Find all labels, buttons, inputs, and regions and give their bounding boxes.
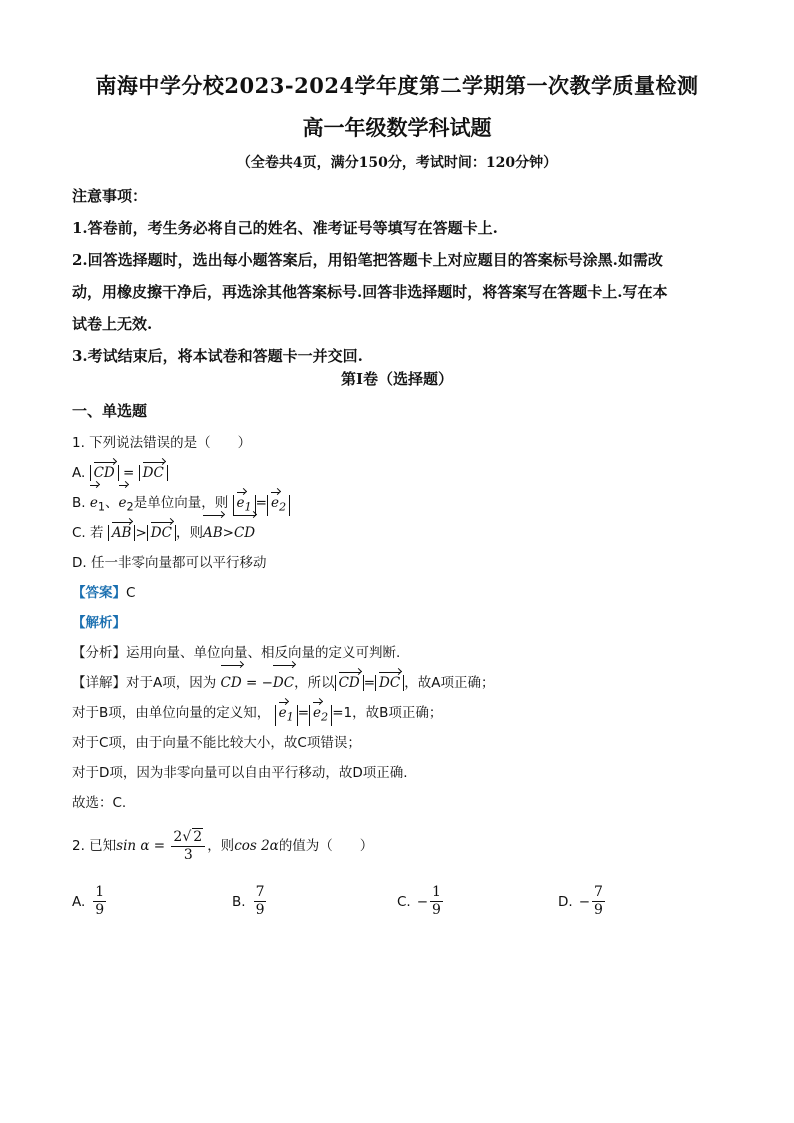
- q2-option-a: [72, 884, 108, 919]
- text: ，则: [207, 838, 235, 854]
- fraction-numerator: 1: [95, 884, 105, 900]
- option-label: A.: [72, 465, 86, 481]
- text: 是单位向量，则: [133, 495, 229, 511]
- note-line: 动，用橡皮擦干净后，再选涂其他答案标号.回答非选择题时，将答案写在答题卡上.写在本: [72, 283, 668, 301]
- sin-expr: sin α =: [116, 838, 166, 854]
- option-label: D.: [558, 893, 573, 910]
- fenxi-line: [72, 638, 722, 668]
- vector-ab: AB: [111, 525, 132, 541]
- vector-e1: e: [90, 488, 98, 518]
- vector-e2: e: [270, 495, 279, 511]
- vector-e1: e: [236, 495, 245, 511]
- subscript: 1: [286, 710, 294, 724]
- vector-cd: CD: [221, 668, 242, 698]
- fraction-denominator: 9: [95, 902, 105, 918]
- xiangjie-line: [72, 668, 722, 698]
- fraction-numerator: 2√ 2: [171, 828, 205, 847]
- fraction-denominator: 9: [255, 902, 265, 918]
- answer-value: C: [126, 585, 136, 601]
- minus-sign: −: [261, 675, 273, 691]
- text: ，故A项正确；: [404, 675, 495, 691]
- q2-option-b: [232, 884, 268, 919]
- coef: 2: [173, 829, 183, 845]
- fraction-denominator: 9: [594, 902, 603, 918]
- gt-sign: >: [222, 525, 234, 541]
- fraction-denominator: 3: [183, 847, 193, 863]
- exam-title: 南海中学分校2023-2024学年度第二学期第一次教学质量检测: [95, 73, 699, 98]
- gt-sign: >: [135, 525, 147, 541]
- sign: −: [416, 893, 429, 910]
- text: 对于B项，由单位向量的定义知，: [72, 705, 271, 721]
- notes-heading: 注意事项：: [72, 187, 148, 205]
- q2-stem: [72, 824, 722, 868]
- section-title: 第Ⅰ卷（选择题）: [340, 370, 454, 388]
- fenxi-text: 运用向量、单位向量、相反向量的定义可判断.: [126, 645, 401, 661]
- abs-vector: [375, 675, 404, 691]
- sign: −: [578, 893, 590, 910]
- subscript: 2: [321, 710, 329, 724]
- vector-e2: e: [119, 488, 127, 518]
- equals-sign: =: [297, 705, 310, 721]
- vector-e2: e: [313, 705, 322, 721]
- equals-sign: =: [332, 705, 344, 721]
- fraction: [171, 828, 205, 864]
- vector-ab: AB: [203, 518, 223, 548]
- vector-dc: DC: [273, 668, 294, 698]
- vector-cd: CD: [234, 518, 255, 548]
- exam-info: （全卷共4页，满分150分，考试时间：120分钟）: [236, 155, 558, 171]
- vector-cd: CD: [338, 675, 360, 691]
- answer-line: [72, 578, 722, 608]
- detail-line-b: [72, 698, 722, 728]
- vector-dc: DC: [379, 675, 401, 691]
- analysis-tag: 【解析】: [72, 615, 126, 631]
- abs-vector: [139, 465, 168, 481]
- abs-vector: [90, 465, 119, 481]
- text: 2. 已知: [72, 838, 117, 854]
- option-label: C. 若: [72, 525, 104, 541]
- subscript: 1: [244, 500, 252, 514]
- text: ，则: [175, 525, 203, 541]
- xiangjie-tag: 【详解】: [72, 675, 126, 691]
- abs-vector: [267, 495, 290, 516]
- one: 1: [343, 705, 353, 721]
- option-label: B.: [232, 893, 246, 910]
- option-label: B.: [72, 495, 86, 511]
- subscript: 2: [126, 500, 134, 514]
- fraction: [592, 884, 605, 919]
- vector-cd: CD: [93, 465, 115, 481]
- q1-stem: 1. 下列说法错误的是（ ）: [72, 435, 252, 451]
- subscript: 2: [278, 500, 287, 514]
- radicand: 2: [193, 829, 203, 845]
- detail-line-d: 对于D项，因为非零向量可以自由平行移动，故D项正确.: [72, 765, 408, 781]
- q2-option-d: [558, 884, 607, 919]
- note-line: 2.回答选择题时，选出每小题答案后，用铅笔把答题卡上对应题目的答案标号涂黑.如需改: [72, 251, 663, 269]
- q2-option-c: [397, 884, 445, 919]
- vector-e1: e: [278, 705, 287, 721]
- cos-expr: cos 2α: [234, 838, 279, 854]
- note-line: 3.考试结束后，将本试卷和答题卡一并交回.: [72, 347, 363, 365]
- q1-option-a: [72, 458, 722, 488]
- answer-tag: 【答案】: [72, 585, 126, 601]
- fraction-denominator: 9: [432, 902, 441, 918]
- conclusion-line: 故选：C.: [72, 795, 127, 811]
- equals-sign: =: [246, 675, 258, 691]
- text: 的值为（ ）: [278, 838, 374, 854]
- text: 对于A项，因为: [126, 675, 217, 691]
- fraction: [430, 884, 443, 919]
- abs-vector: [309, 705, 332, 726]
- text: 、: [105, 495, 119, 511]
- part-title: 一、单选题: [72, 402, 148, 420]
- equals-sign: =: [123, 465, 135, 481]
- vector-dc: DC: [142, 465, 164, 481]
- q1-option-d: D. 任一非零向量都可以平行移动: [72, 555, 267, 571]
- option-label: C.: [397, 893, 411, 910]
- fenxi-tag: 【分析】: [72, 645, 126, 661]
- abs-vector: [147, 525, 176, 541]
- text: ，所以: [294, 675, 335, 691]
- fraction-numerator: 7: [255, 884, 265, 900]
- fraction-numerator: 7: [594, 884, 603, 900]
- fraction: [93, 884, 106, 919]
- abs-vector: [335, 675, 364, 691]
- analysis-line: [72, 608, 722, 638]
- notes-section: [72, 180, 722, 372]
- option-label: A.: [72, 893, 86, 910]
- detail-line-c: 对于C项，由于向量不能比较大小，故C项错误；: [72, 735, 361, 751]
- subscript: 1: [97, 500, 106, 514]
- vector-dc: DC: [150, 525, 172, 541]
- q1-option-c: [72, 518, 722, 548]
- fraction: [254, 884, 267, 919]
- abs-vector: [108, 525, 136, 541]
- note-line: 1.答卷前，考生务必将自己的姓名、准考证号等填写在答题卡上.: [72, 219, 498, 237]
- fraction-numerator: 1: [432, 884, 441, 900]
- q1-option-b: [72, 488, 722, 518]
- q2-options: [72, 884, 722, 930]
- equals-sign: =: [363, 675, 376, 691]
- text: ，故B项正确；: [352, 705, 443, 721]
- note-line: 试卷上无效.: [72, 315, 153, 333]
- equals-sign: =: [255, 495, 267, 511]
- question-content: [72, 428, 722, 930]
- abs-vector: [275, 705, 298, 726]
- exam-subject-title: 高一年级数学科试题: [302, 115, 492, 140]
